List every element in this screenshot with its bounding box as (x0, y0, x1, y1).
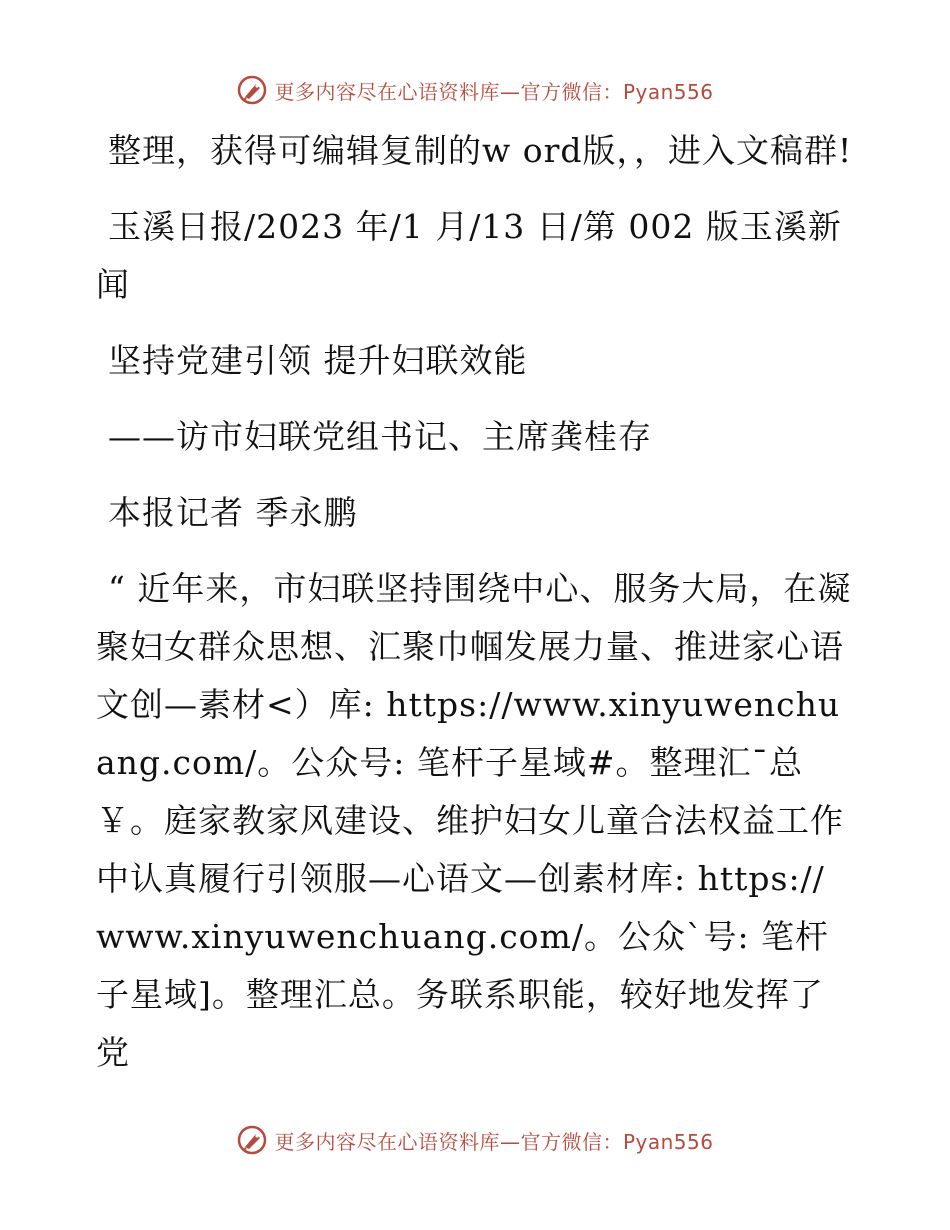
pen-nib-circle-logo-icon (236, 1124, 268, 1156)
pen-nib-circle-logo-icon (236, 74, 268, 106)
body-paragraph: “ 近年来，市妇联坚持围绕中心、服务大局，在凝聚妇女群众思想、汇聚巾帼发展力量、推进家心语文创—素材<）库: https://www.xinyuwenchuang.com/。公众号: 笔杆子星域#。整理汇¯总￥。庭家教家风建设、维护妇女儿童合法权益工作中认真履行引领服—心语文—创素材库: https:// www.xinyuwenchuang.com/。公众`号: 笔杆子星域]。整理汇总。务联系职能，较好地发挥了党 (96, 569, 852, 1072)
watermark-header (0, 70, 950, 110)
byline: 本报记者 季永鹏 (108, 493, 358, 532)
watermark-footer (0, 1120, 950, 1160)
watermark-text: 更多内容尽在心语资料库—官方微信：Pyan556 (274, 1129, 714, 1154)
document-body (96, 122, 856, 1100)
article-title: 坚持党建引领 提升妇联效能 (108, 341, 528, 380)
source-line: 玉溪日报/2023 年/1 月/13 日/第 002 版玉溪新闻 (96, 207, 842, 304)
article-subtitle: ——访市妇联党组书记、主席龚桂存 (108, 417, 652, 456)
watermark-text: 更多内容尽在心语资料库—官方微信：Pyan556 (274, 79, 714, 104)
intro-paragraph: 整理，获得可编辑复制的w ord版，，进入文稿群! (108, 131, 853, 170)
